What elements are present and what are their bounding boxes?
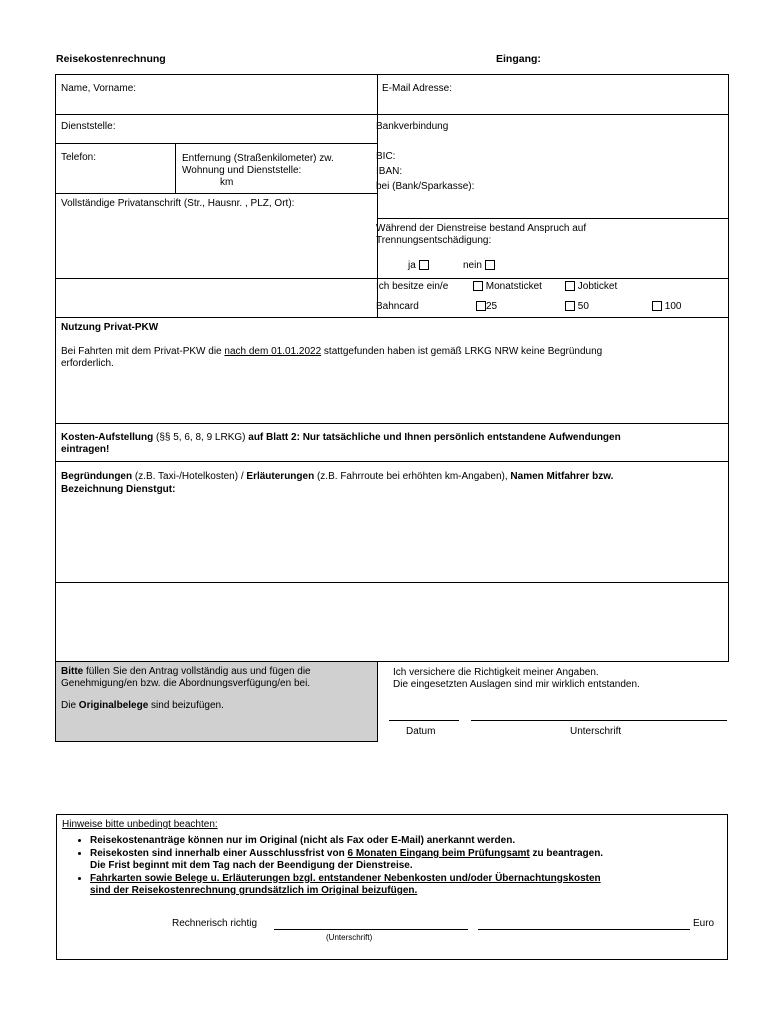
kosten-heading: Kosten-Aufstellung (§§ 5, 6, 8, 9 LRKG) auf Blatt 2: Nur tatsächliche und Ihnen persönlich entstandene Aufwendungen eintragen! [61, 432, 621, 455]
datum-label: Datum [406, 726, 436, 737]
euro-label: Euro [693, 918, 715, 929]
bahncard-25-checkbox[interactable] [476, 301, 486, 311]
telefon-label: Telefon: [61, 152, 97, 163]
bankverbindung-label: Bankverbindung [376, 121, 449, 132]
bic-label: BIC: [376, 151, 396, 162]
pkw-heading: Nutzung Privat-PKW [61, 322, 159, 333]
name-label: Name, Vorname: [61, 83, 137, 94]
unterschrift-label: Unterschrift [570, 726, 622, 737]
hinweise-heading: Hinweise bitte unbedingt beachten: [62, 819, 218, 830]
hinweis-1: • Reisekostenanträge können nur im Original (nicht als Fax oder E-Mail) anerkannt werden. [90, 835, 722, 848]
rechnerisch-label: Rechnerisch richtig [172, 918, 258, 929]
bahncard-label: Bahncard [376, 301, 419, 312]
bahncard-25-option[interactable]: 25 [476, 301, 497, 312]
unterschrift-line [471, 720, 727, 721]
bank-fields [376, 149, 474, 194]
form-title: Reisekostenrechnung [56, 53, 166, 65]
hinweise-list [62, 835, 722, 898]
bahncard-50-checkbox[interactable] [565, 301, 575, 311]
ja-checkbox[interactable] [419, 260, 429, 270]
jobticket-option[interactable]: Jobticket [565, 281, 617, 292]
pkw-text: Bei Fahrten mit dem Privat-PKW die nach dem 01.01.2022 stattgefunden haben ist gemäß LRKG NRW keine Begründung erforderlich. [61, 346, 603, 369]
rechnerisch-line [274, 929, 468, 930]
privatanschrift-label: Vollständige Privatanschrift (Str., Hausnr. , PLZ, Ort): [61, 198, 295, 209]
ja-option[interactable]: ja [408, 260, 429, 271]
nein-checkbox[interactable] [485, 260, 495, 270]
ich-besitze-label: Ich besitze ein/e [376, 281, 449, 292]
bahncard-100-checkbox[interactable] [652, 301, 662, 311]
bitte-text: Bitte füllen Sie den Antrag vollständig aus und fügen die Genehmigung/en bzw. die Abordnungsverfügung/en bei. Die Originalbelege sind beizufügen. [61, 666, 311, 711]
versicherung-text: Ich versichere die Richtigkeit meiner Angaben. Die eingesetzten Auslagen sind mir wirklich entstanden. [393, 667, 640, 690]
hinweis-2: • Reisekosten sind innerhalb einer Ausschlussfrist von 6 Monaten Eingang beim Prüfungsamt zu beantragen. Die Frist beginnt mit dem Tag nach der Beendigung der Dienstreise. [90, 848, 722, 873]
jobticket-checkbox[interactable] [565, 281, 575, 291]
entfernung-label: Entfernung (Straßenkilometer) zw. Wohnung und Dienststelle: km [182, 153, 334, 188]
bahncard-100-option[interactable]: 100 [652, 301, 681, 312]
nein-option[interactable]: nein [463, 260, 495, 271]
datum-line [389, 720, 459, 721]
trennung-label: Während der Dienstreise bestand Anspruch auf Trennungsentschädigung: [376, 223, 587, 246]
monatsticket-checkbox[interactable] [473, 281, 483, 291]
iban-label: IBAN: [376, 166, 403, 177]
email-label: E-Mail Adresse: [382, 83, 453, 94]
euro-line [478, 929, 690, 930]
begruendung-heading: Begründungen (z.B. Taxi-/Hotelkosten) / Erläuterungen (z.B. Fahrroute bei erhöhten km-Angaben), Namen Mitfahrer bzw. Bezeichnung Dienstgut: [61, 471, 614, 495]
rechnerisch-unterschrift-label: (Unterschrift) [326, 933, 373, 942]
eingang-label: Eingang: [496, 53, 541, 65]
hinweis-3: • Fahrkarten sowie Belege u. Erläuterungen bzgl. entstandener Nebenkosten und/oder Übernachtungskosten sind der Reisekostenrechnung grundsätzlich im Original beizufügen. [90, 873, 722, 898]
monatsticket-option[interactable]: Monatsticket [473, 281, 542, 292]
dienststelle-label: Dienststelle: [61, 121, 116, 132]
bahncard-50-option[interactable]: 50 [565, 301, 589, 312]
bank-label: bei (Bank/Sparkasse): [376, 181, 475, 192]
